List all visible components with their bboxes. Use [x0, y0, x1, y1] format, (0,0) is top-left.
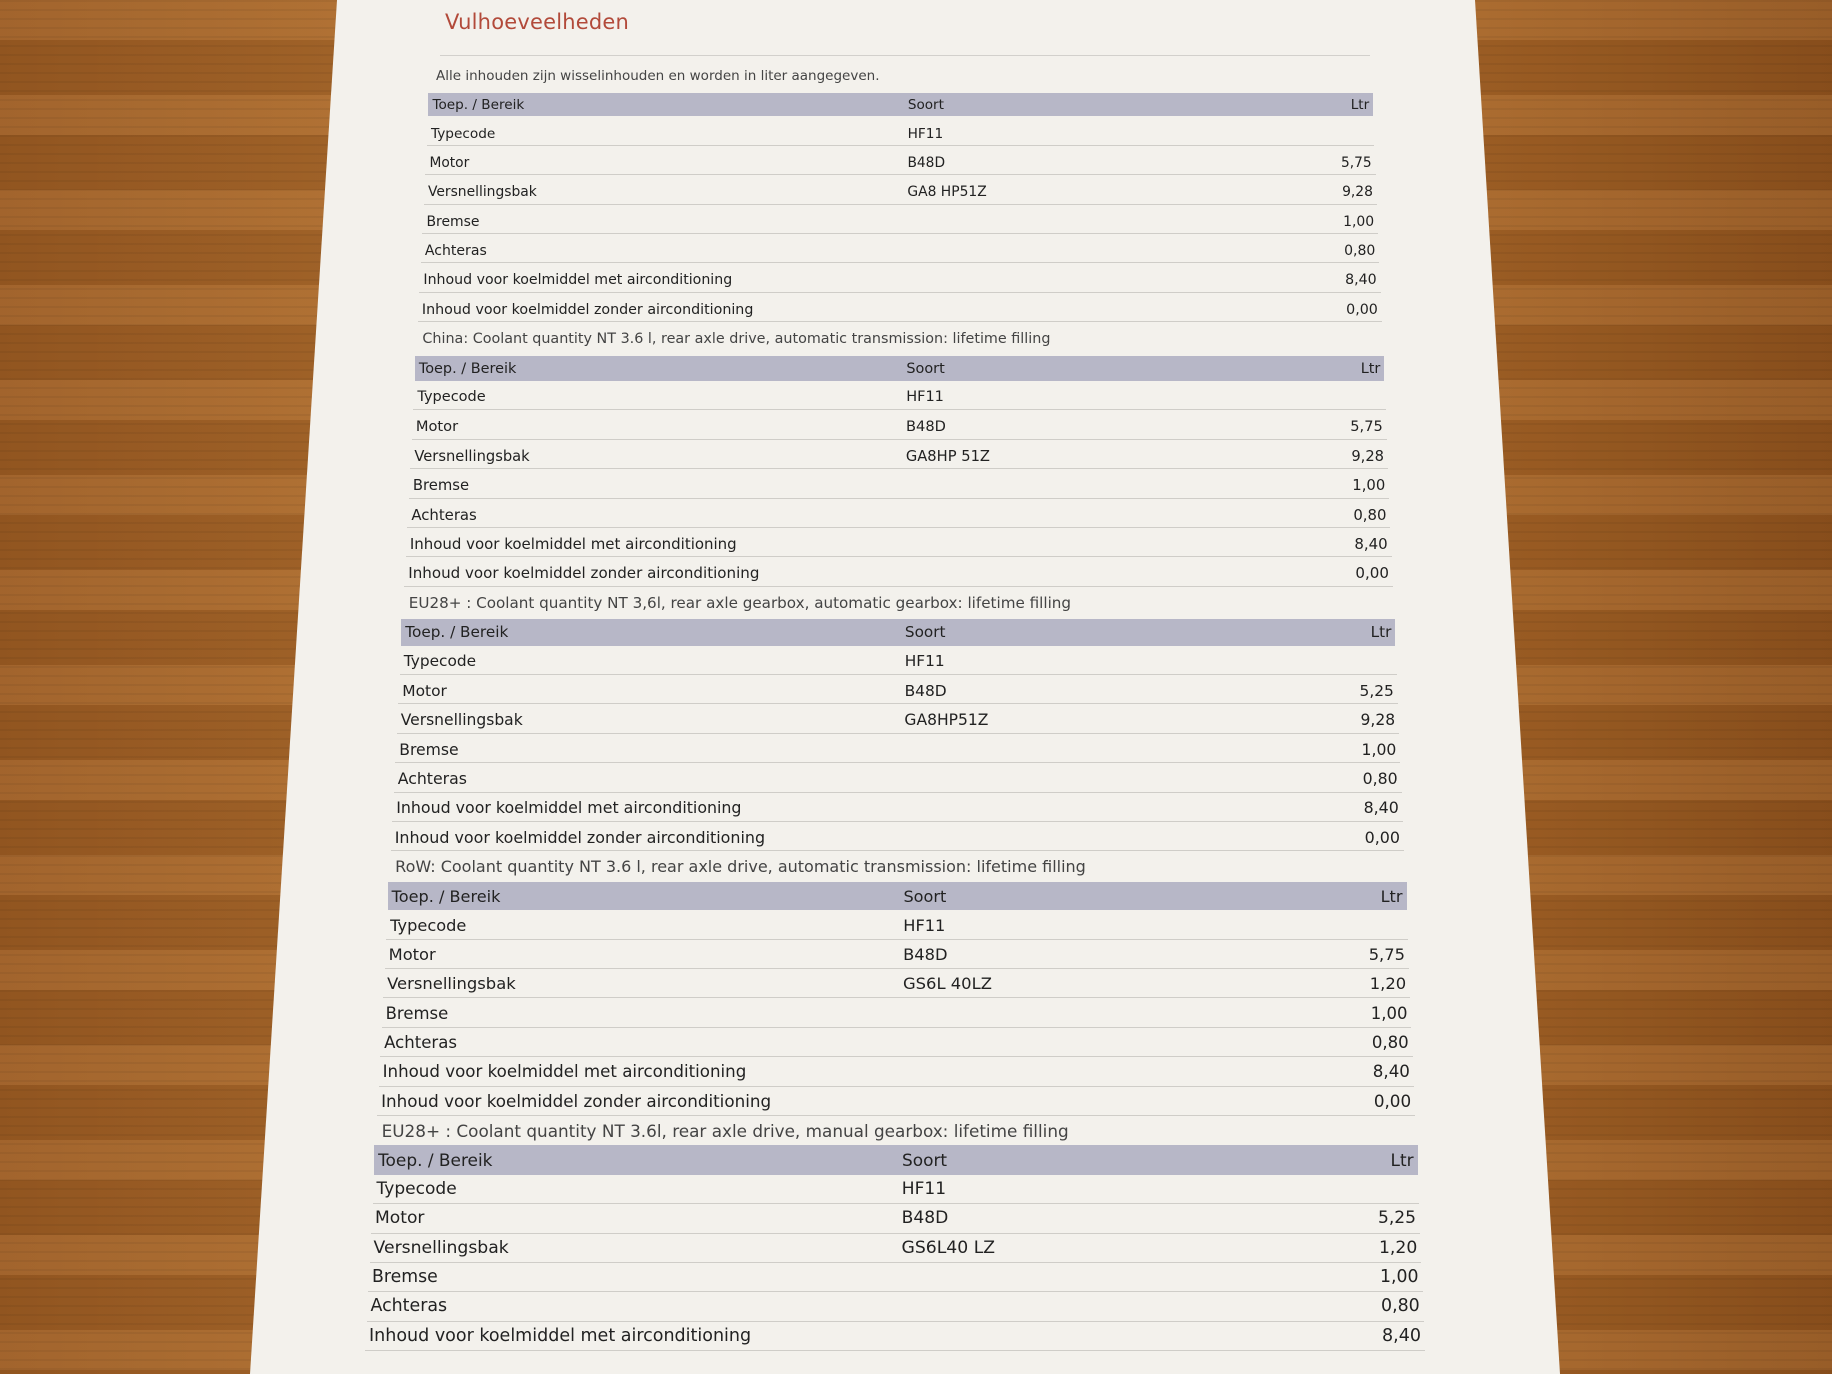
row-value: 5,25 — [1377, 1208, 1417, 1229]
row-value: 1,20 — [1369, 974, 1407, 994]
row-value: 1,00 — [1352, 476, 1386, 494]
row-value: 8,40 — [1382, 1325, 1421, 1346]
row-label: Inhoud voor koelmiddel zonder airconditioning — [421, 301, 754, 318]
header-liters: Ltr — [1390, 1150, 1414, 1171]
table-row — [385, 941, 1409, 969]
row-label: Inhoud voor koelmiddel met airconditioning — [409, 535, 737, 554]
table-note: EU28+ : Coolant quantity NT 3,6l, rear axle gearbox, automatic gearbox: lifetime filling — [408, 594, 1072, 613]
row-label: Typecode — [390, 915, 467, 935]
header-liters: Ltr — [1380, 886, 1403, 906]
table-row — [367, 1292, 1424, 1322]
row-label: Inhoud voor koelmiddel met airconditioning — [423, 272, 733, 289]
row-label: Typecode — [376, 1178, 457, 1199]
row-label: Versnellingsbak — [400, 710, 523, 729]
table-header — [415, 356, 1384, 381]
row-type: GS6L 40LZ — [902, 974, 992, 994]
row-value: 0,80 — [1353, 505, 1387, 524]
row-type: HF11 — [906, 389, 944, 406]
table-row — [421, 239, 1379, 263]
row-value: 1,00 — [1380, 1266, 1419, 1287]
row-label: Bremse — [385, 1003, 449, 1023]
row-type: HF11 — [901, 1178, 947, 1199]
title-divider — [440, 55, 1370, 56]
row-label: Achteras — [411, 505, 477, 524]
row-type: GS6L40 LZ — [901, 1237, 996, 1258]
table-row — [409, 473, 1389, 498]
row-value: 0,80 — [1362, 769, 1398, 789]
header-liters: Ltr — [1370, 623, 1392, 642]
row-label: Versnellingsbak — [387, 974, 516, 994]
row-value: 9,28 — [1351, 447, 1385, 465]
row-value: 0,00 — [1346, 301, 1378, 318]
row-label: Achteras — [397, 769, 467, 789]
table-row — [371, 1204, 1420, 1234]
table-row — [425, 152, 1375, 176]
table-note: China: Coolant quantity NT 3.6 l, rear axle drive, automatic transmission: lifetime filling — [422, 331, 1051, 348]
row-value: 5,25 — [1359, 681, 1394, 700]
row-label: Versnellingsbak — [373, 1237, 509, 1258]
page-title: Vulhoeveelheden — [445, 10, 630, 34]
row-value: 9,28 — [1342, 184, 1373, 201]
table-row — [370, 1233, 1422, 1263]
table-row — [419, 269, 1380, 293]
table-row — [400, 649, 1397, 675]
row-value: 1,20 — [1378, 1237, 1418, 1258]
row-type: HF11 — [903, 915, 946, 935]
table-row — [418, 298, 1382, 322]
table-header — [374, 1145, 1418, 1174]
table-row — [392, 795, 1403, 822]
header-application: Toep. / Bereik — [418, 360, 517, 377]
header-type: Soort — [904, 623, 946, 642]
row-type: B48D — [901, 1208, 949, 1229]
table-row — [412, 415, 1387, 440]
row-value: 5,75 — [1350, 418, 1383, 436]
row-label: Inhoud voor koelmiddel met airconditioning — [382, 1062, 747, 1082]
header-liters: Ltr — [1360, 360, 1381, 377]
row-label: Motor — [402, 681, 447, 700]
row-label: Bremse — [426, 213, 480, 230]
header-type: Soort — [907, 96, 944, 113]
table-row — [406, 532, 1392, 558]
table-row — [377, 1087, 1415, 1116]
intro-text: Alle inhouden zijn wisselinhouden en worden in liter aangegeven. — [436, 67, 880, 84]
table-row — [398, 678, 1398, 705]
row-value: 8,40 — [1354, 535, 1388, 554]
row-value: 0,80 — [1344, 242, 1376, 259]
row-type: B48D — [906, 418, 946, 436]
header-application: Toep. / Bereik — [432, 96, 525, 113]
header-type: Soort — [903, 886, 947, 906]
table-row — [368, 1262, 1423, 1292]
row-label: Typecode — [430, 125, 496, 142]
table-row — [373, 1175, 1419, 1205]
row-value: 8,40 — [1372, 1062, 1410, 1082]
row-label: Inhoud voor koelmiddel zonder airconditioning — [408, 564, 760, 583]
row-label: Inhoud voor koelmiddel met airconditioning — [369, 1325, 752, 1346]
table-note: RoW: Coolant quantity NT 3.6 l, rear axle drive, automatic transmission: lifetime filling — [395, 857, 1086, 877]
row-label: Versnellingsbak — [414, 447, 530, 465]
row-label: Motor — [429, 154, 470, 171]
row-value: 0,80 — [1371, 1032, 1409, 1052]
row-label: Typecode — [403, 652, 477, 671]
table-header — [401, 619, 1395, 645]
table-row — [383, 970, 1410, 998]
table-row — [424, 181, 1377, 205]
table-row — [386, 912, 1408, 940]
header-application: Toep. / Bereik — [378, 1150, 493, 1171]
row-value: 5,75 — [1341, 154, 1372, 171]
row-value: 0,00 — [1373, 1091, 1412, 1111]
row-value: 0,80 — [1381, 1296, 1420, 1317]
table-row — [395, 736, 1400, 763]
row-label: Achteras — [370, 1296, 448, 1317]
row-label: Motor — [415, 418, 459, 436]
row-label: Bremse — [412, 476, 470, 494]
row-type: HF11 — [904, 652, 945, 671]
header-liters: Ltr — [1350, 96, 1370, 113]
row-label: Motor — [375, 1208, 425, 1229]
row-type: GA8 HP51Z — [907, 184, 987, 201]
table-header — [388, 882, 1407, 910]
row-value: 8,40 — [1345, 272, 1377, 289]
row-type: GA8HP51Z — [904, 710, 989, 729]
row-label: Bremse — [399, 739, 459, 759]
row-type: HF11 — [907, 125, 944, 142]
table-row — [422, 210, 1378, 234]
table-row — [382, 999, 1412, 1028]
row-label: Inhoud voor koelmiddel met airconditioning — [396, 798, 742, 818]
table-row — [397, 707, 1399, 734]
row-label: Bremse — [372, 1266, 438, 1287]
row-value: 0,00 — [1364, 827, 1401, 847]
row-label: Typecode — [417, 389, 486, 406]
row-type: B48D — [903, 944, 948, 964]
row-value: 1,00 — [1370, 1003, 1408, 1023]
row-label: Versnellingsbak — [427, 184, 537, 201]
row-value: 0,00 — [1355, 564, 1389, 583]
table-row — [379, 1058, 1414, 1087]
table-row — [413, 386, 1385, 411]
row-type: B48D — [907, 154, 946, 171]
header-type: Soort — [901, 1150, 948, 1171]
table-header — [428, 93, 1373, 116]
row-value: 1,00 — [1361, 739, 1397, 759]
row-type: GA8HP 51Z — [905, 447, 990, 465]
table-row — [407, 502, 1390, 528]
row-value: 5,75 — [1368, 944, 1405, 964]
row-value: 8,40 — [1363, 798, 1399, 818]
table-row — [404, 561, 1393, 587]
header-type: Soort — [906, 360, 945, 377]
row-label: Inhoud voor koelmiddel zonder airconditioning — [381, 1091, 772, 1111]
table-row — [410, 444, 1388, 469]
header-application: Toep. / Bereik — [391, 886, 501, 906]
table-row — [427, 122, 1374, 145]
row-value: 1,00 — [1343, 213, 1375, 230]
row-type: B48D — [904, 681, 947, 700]
row-label: Achteras — [384, 1032, 457, 1052]
table-row — [394, 765, 1402, 792]
row-label: Inhoud voor koelmiddel zonder airconditioning — [394, 827, 766, 847]
table-row — [380, 1029, 1413, 1058]
header-application: Toep. / Bereik — [405, 623, 509, 642]
table-row — [391, 824, 1404, 852]
table-note: EU28+ : Coolant quantity NT 3.6l, rear axle drive, manual gearbox: lifetime filling — [381, 1120, 1069, 1141]
table-row — [365, 1321, 1425, 1352]
row-value: 9,28 — [1360, 710, 1396, 729]
row-label: Achteras — [424, 242, 487, 259]
row-label: Motor — [388, 944, 436, 964]
